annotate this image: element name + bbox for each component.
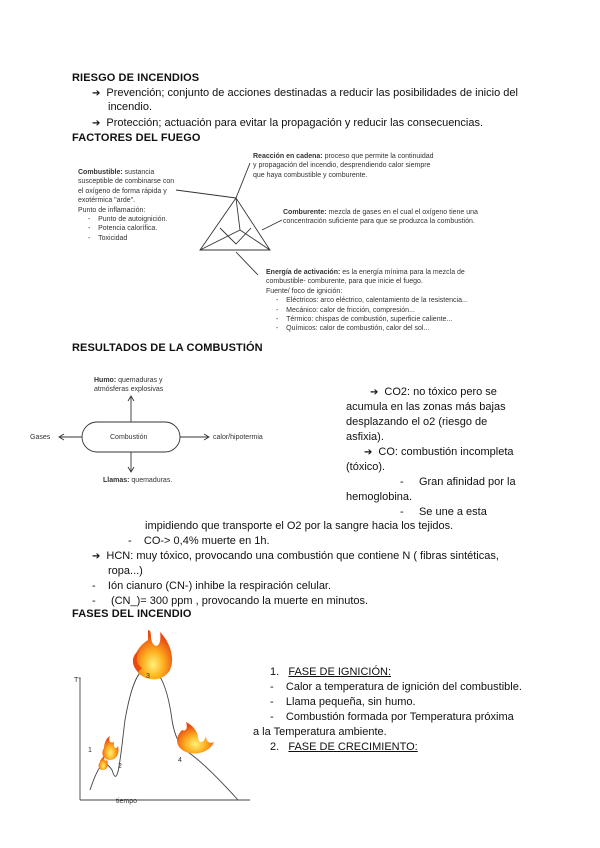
bullet-proteccion: ➔ Protección; actuación para evitar la propagación y reducir las consecuencias.: [92, 116, 483, 132]
energia-bullet: - Térmico: chispas de combustión, superficie caliente...: [276, 316, 453, 324]
flame-phase-3-icon: [133, 630, 172, 679]
comburente-text: mezcla de gases en el cual el oxígeno tiene una: [326, 209, 478, 216]
combustible-line2: susceptible de combinarse con: [78, 178, 175, 186]
bullet-prevencion: ➔ Prevención; conjunto de acciones destinadas a reducir las posibilidades de inicio del: [92, 86, 518, 102]
diagram-calor: calor/hipotermia: [213, 434, 263, 441]
section-title-resultados: RESULTADOS DE LA COMBUSTIÓN: [72, 342, 263, 354]
graph-point-1: 1: [88, 747, 92, 754]
energia-text: es la energía mínima para la mezcla de: [340, 269, 465, 276]
bullet-prevencion-cont: incendio.: [108, 101, 153, 113]
phase1-heading: 1. FASE DE IGNICIÓN:: [270, 666, 392, 678]
phase1-item: - Calor a temperatura de ignición del combustible.: [270, 681, 522, 693]
co-death-line: - CO-> 0,4% muerte en 1h.: [128, 535, 270, 547]
co2-line4: asfixia).: [346, 431, 384, 443]
section-title-factores: FACTORES DEL FUEGO: [72, 132, 201, 144]
combustible-line5: Punto de inflamación:: [78, 206, 146, 214]
reaccion-text: proceso que permite la continuidad: [322, 153, 434, 160]
diagram-llamas: Llamas: quemaduras.: [103, 477, 173, 484]
energia-bullet: - Químicos: calor de combustión, calor del sol...: [276, 325, 430, 333]
graph-point-3: 3: [146, 673, 150, 680]
graph-x-label: tiempo: [116, 798, 138, 805]
phase1-item: - Combustión formada por Temperatura próxima: [270, 711, 514, 723]
co-line3: - Gran afinidad por la: [400, 476, 516, 488]
co-line4: hemoglobina.: [346, 491, 413, 503]
reaccion-label: Reacción en cadena:: [253, 153, 323, 160]
phase1-item: - Llama pequeña, sin humo.: [270, 696, 416, 708]
energia-bullet: - Mecánico: calor de fricción, compresión...: [276, 306, 415, 314]
combustible-text: sustancia: [122, 169, 155, 176]
combustible-bullet: - Potencia calorífica.: [88, 225, 158, 233]
reaccion-line3: que haya combustible y comburente.: [253, 171, 368, 179]
combustible-bullet: - Toxicidad: [88, 234, 128, 242]
diagram-center: Combustión: [110, 434, 148, 441]
reaccion-line2: y propagación del incendio, desprendiendo calor siempre: [253, 162, 431, 170]
comburente-label: Comburente:: [283, 209, 327, 216]
graph-point-4: 4: [178, 757, 182, 764]
combustible-label: Combustible:: [78, 169, 123, 176]
ion-line: - Ión cianuro (CN-) inhibe la respiración celular.: [92, 580, 332, 592]
diagram-humo: Humo: quemaduras y: [94, 377, 163, 384]
diagram-humo-2: atmósferas explosivas: [94, 386, 164, 393]
graph-y-label: T°: [74, 677, 82, 684]
co-line1: ➔ CO: combustión incompleta: [364, 445, 514, 461]
phase1-cont: a la Temperatura ambiente.: [253, 726, 387, 738]
combustible-line3: el oxígeno de forma rápida y: [78, 187, 167, 195]
co2-line2: acumula en las zonas más bajas: [346, 401, 506, 413]
hcn-line1: ➔ HCN: muy tóxico, provocando una combustión que contiene N ( fibras sintéticas,: [92, 549, 499, 565]
hcn-line2: ropa...): [108, 565, 143, 577]
co-full-line: impidiendo que transporte el O2 por la sangre hacia los tejidos.: [145, 520, 454, 532]
energia-line3: Fuente/ foco de ignición:: [266, 287, 343, 295]
energia-bullet: - Eléctricos: arco eléctrico, calentamiento de la resistencia...: [276, 297, 468, 305]
co-line5: - Se une a esta: [400, 506, 487, 518]
section-title-riesgo: RIESGO DE INCENDIOS: [72, 72, 200, 84]
combustible-line4: exotérmica "arde".: [78, 197, 136, 205]
phase2-heading: 2. FASE DE CRECIMIENTO:: [270, 741, 418, 753]
flame-phase-1-icon: [102, 736, 118, 760]
section-title-fases: FASES DEL INCENDIO: [72, 608, 192, 620]
cn-line: - (CN_)= 300 ppm , provocando la muerte en minutos.: [92, 595, 369, 607]
co2-line3: desplazando el o2 (riesgo de: [346, 416, 488, 428]
comburente-line2: concentración suficiente para que se produzca la combustión.: [283, 218, 475, 226]
combustible-bullet: - Punto de autoignición.: [88, 216, 168, 224]
co-line2: (tóxico).: [346, 461, 386, 473]
flame-phase-4-icon: [177, 722, 214, 754]
energia-line2: combustible- comburente, para que inicie el fuego.: [266, 278, 423, 286]
graph-point-2: 2: [118, 763, 122, 770]
diagram-gases: Gases: [30, 434, 51, 441]
energia-label: Energía de activación:: [266, 269, 341, 276]
co2-line1: ➔ CO2: no tóxico pero se: [370, 385, 497, 401]
